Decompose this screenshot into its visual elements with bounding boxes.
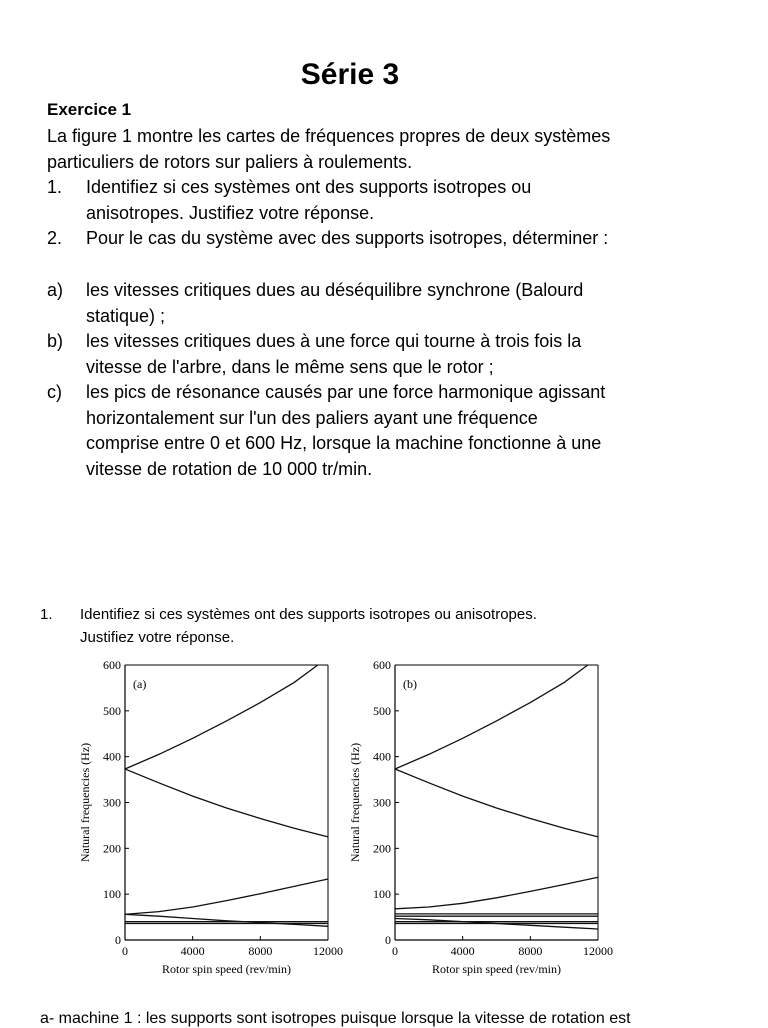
y-tick-label: 500 <box>373 703 391 718</box>
series-line-upper-forward <box>125 665 318 769</box>
subquestion-line: les vitesses critiques dues à une force qui tourne à trois fois la <box>86 331 582 351</box>
subquestion-line: horizontalement sur l'un des paliers ayant une fréquence <box>86 407 538 428</box>
x-axis-label: Rotor spin speed (rev/min) <box>162 962 291 976</box>
repeated-question <box>40 603 740 649</box>
answer-line: a- machine 1 : les supports sont isotropes puisque lorsque la vitesse de rotation est <box>40 1010 631 1027</box>
intro-line: La figure 1 montre les cartes de fréquences propres de deux systèmes <box>47 126 611 146</box>
lettered-questions <box>47 278 707 482</box>
y-tick-label: 300 <box>103 795 121 810</box>
series-line-upper-forward <box>395 665 588 769</box>
question-line: Justifiez votre réponse. <box>80 629 235 646</box>
question-line: Identifiez si ces systèmes ont des supports isotropes ou anisotropes. <box>80 606 537 623</box>
y-tick-label: 200 <box>103 841 121 856</box>
question-number: 2. <box>47 228 63 248</box>
chart-b <box>340 656 630 981</box>
y-tick-label: 100 <box>373 887 391 902</box>
y-tick-label: 200 <box>373 841 391 856</box>
subquestion-line: statique) ; <box>86 305 166 326</box>
subquestion-line: vitesse de l'arbre, dans le même sens que le rotor ; <box>86 356 494 377</box>
intro-line: particuliers de rotors sur paliers à roulements. <box>47 151 413 172</box>
subquestion-line: les vitesses critiques dues au déséquilibre synchrone (Balourd <box>86 280 584 300</box>
subquestion-item <box>47 329 707 380</box>
series-line-lower-forward <box>125 879 328 914</box>
question-line: anisotropes. Justifiez votre réponse. <box>86 202 375 223</box>
question-line: Pour le cas du système avec des supports isotropes, déterminer : <box>86 228 609 248</box>
question-number: 1. <box>47 177 63 197</box>
x-axis-label: Rotor spin speed (rev/min) <box>432 962 561 976</box>
y-tick-label: 400 <box>103 749 121 764</box>
y-tick-label: 600 <box>103 658 121 672</box>
y-tick-label: 400 <box>373 749 391 764</box>
y-axis-label: Natural frequencies (Hz) <box>78 742 92 863</box>
y-tick-label: 600 <box>373 658 391 672</box>
subquestion-item <box>47 380 707 482</box>
y-tick-label: 0 <box>385 933 391 947</box>
y-tick-label: 0 <box>115 933 121 947</box>
x-tick-label: 0 <box>122 944 128 958</box>
intro-paragraph <box>47 124 610 175</box>
chart-b-svg <box>340 656 630 981</box>
question-item <box>47 226 707 252</box>
question-line: Identifiez si ces systèmes ont des supports isotropes ou <box>86 177 532 197</box>
numbered-questions <box>47 175 707 252</box>
series-line-upper-backward <box>395 769 598 837</box>
question-item <box>47 175 707 226</box>
chart-a <box>70 656 360 981</box>
y-tick-label: 500 <box>103 703 121 718</box>
series-line-upper-backward <box>125 769 328 837</box>
panel-label: (b) <box>403 677 417 691</box>
x-tick-label: 12000 <box>583 944 613 958</box>
subquestion-line: vitesse de rotation de 10 000 tr/min. <box>86 458 373 479</box>
y-tick-label: 300 <box>373 795 391 810</box>
x-tick-label: 4000 <box>180 944 205 958</box>
subquestion-line: les pics de résonance causés par une force harmonique agissant <box>86 382 606 402</box>
x-tick-label: 8000 <box>248 944 273 958</box>
subquestion-letter: b) <box>47 331 64 351</box>
panel-label: (a) <box>133 677 147 691</box>
x-tick-label: 12000 <box>313 944 343 958</box>
exercise-heading: Exercice 1 <box>47 100 132 119</box>
chart-a-svg <box>70 656 360 981</box>
subquestion-letter: a) <box>47 280 64 300</box>
series-line-lower-forward <box>395 877 598 909</box>
question-number: 1. <box>40 606 53 623</box>
series-line-lower-backward <box>125 914 328 926</box>
x-tick-label: 0 <box>392 944 398 958</box>
x-tick-label: 8000 <box>518 944 543 958</box>
subquestion-line: comprise entre 0 et 600 Hz, lorsque la machine fonctionne à une <box>86 433 602 453</box>
subquestion-item <box>47 278 707 329</box>
y-tick-label: 100 <box>103 887 121 902</box>
subquestion-letter: c) <box>47 382 62 402</box>
page-title: Série 3 <box>300 58 400 91</box>
y-axis-label: Natural frequencies (Hz) <box>348 742 362 863</box>
x-tick-label: 4000 <box>450 944 475 958</box>
